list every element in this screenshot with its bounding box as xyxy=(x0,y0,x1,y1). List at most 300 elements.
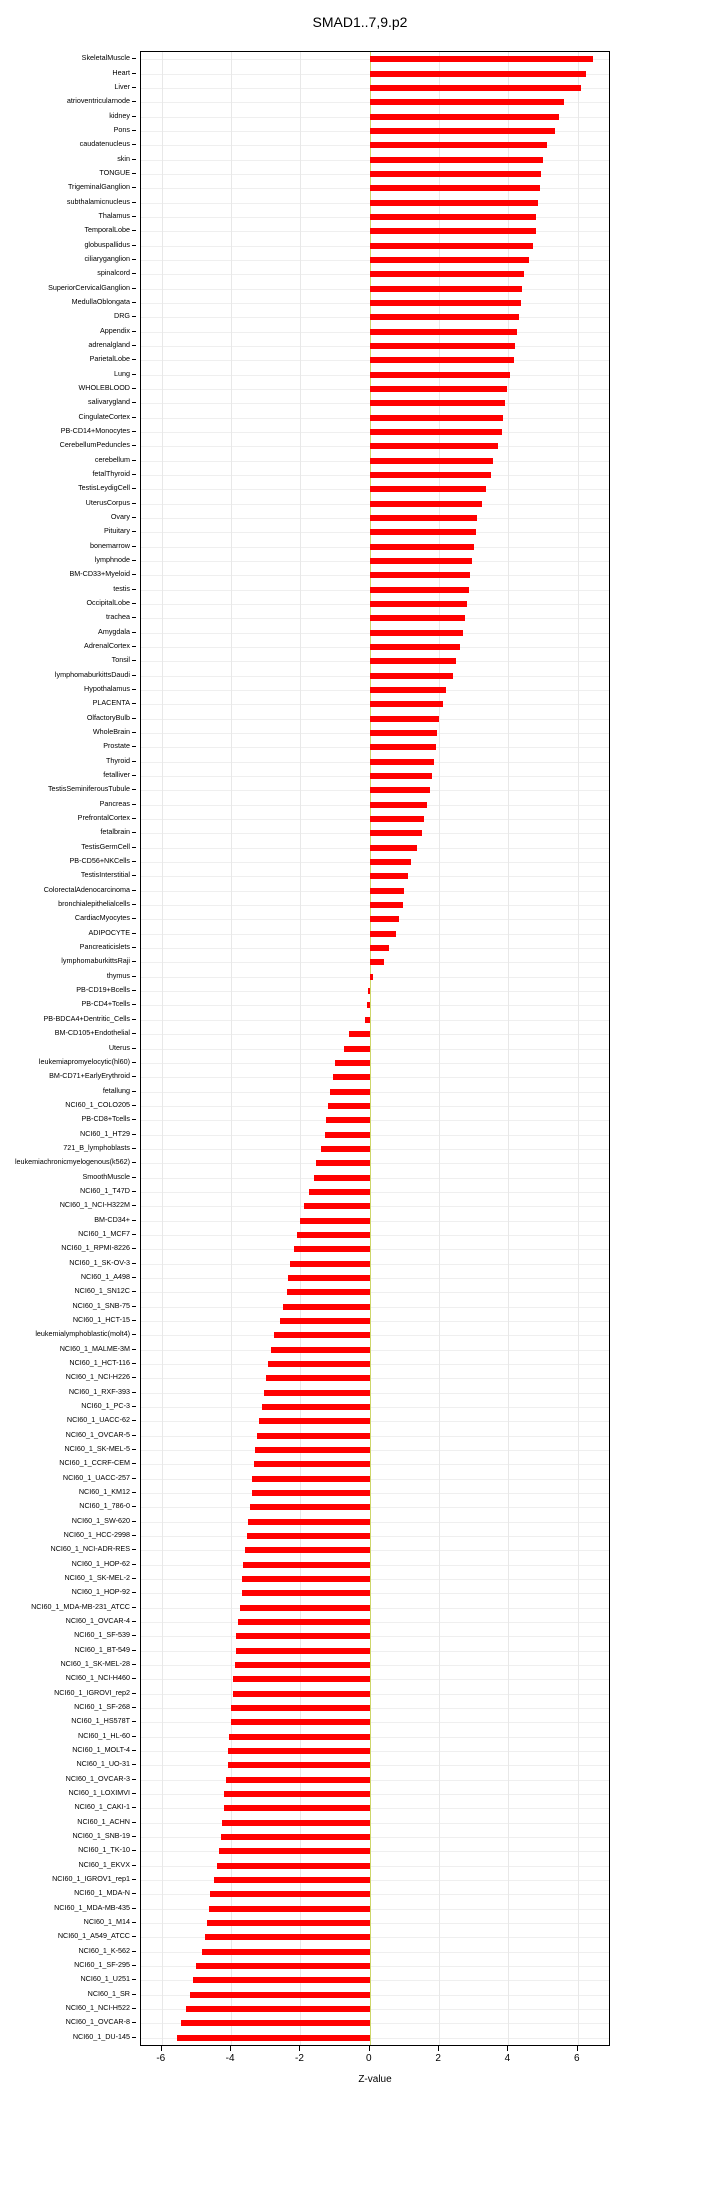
y-axis-tick xyxy=(132,660,136,661)
bar xyxy=(252,1490,370,1496)
y-axis-tick-label: spinalcord xyxy=(97,268,130,278)
y-axis-tick-label: NCI60_1_SK-MEL-28 xyxy=(60,1659,130,1669)
bar xyxy=(177,2035,369,2041)
y-axis-tick xyxy=(132,1263,136,1264)
y-axis-tick-label: TemporalLobe xyxy=(84,225,130,235)
y-axis-tick xyxy=(132,116,136,117)
y-axis-tick-label: UterusCorpus xyxy=(85,497,130,507)
y-axis-tick-label: AdrenalCortex xyxy=(84,641,130,651)
y-axis-tick-label: NCI60_1_NCI-H322M xyxy=(59,1200,130,1210)
bar xyxy=(370,945,389,951)
bar xyxy=(264,1390,370,1396)
y-axis-tick xyxy=(132,1750,136,1751)
y-axis-tick xyxy=(132,402,136,403)
bar xyxy=(370,372,510,378)
y-axis-tick-label: BM-CD33+Myeloid xyxy=(69,569,130,579)
bar xyxy=(370,802,427,808)
y-axis-tick xyxy=(132,546,136,547)
y-axis-tick-label: PB-CD4+Tcells xyxy=(81,999,130,1009)
bar xyxy=(207,1920,370,1926)
y-axis-tick xyxy=(132,1435,136,1436)
y-axis-tick xyxy=(132,374,136,375)
y-axis-tick xyxy=(132,1506,136,1507)
y-axis-tick-label: NCI60_1_SK-MEL-5 xyxy=(64,1443,130,1453)
y-axis-tick xyxy=(132,1650,136,1651)
y-axis-tick xyxy=(132,1463,136,1464)
bar xyxy=(274,1332,369,1338)
y-axis-tick-label: NCI60_1_A549_ATCC xyxy=(57,1931,130,1941)
plot-area xyxy=(140,51,610,2046)
y-axis-labels xyxy=(0,51,136,2046)
y-axis-tick xyxy=(132,245,136,246)
y-axis-tick-label: Amygdala xyxy=(98,626,130,636)
bar xyxy=(370,730,438,736)
y-axis-tick xyxy=(132,718,136,719)
bar xyxy=(252,1476,370,1482)
y-axis-tick xyxy=(132,1607,136,1608)
y-axis-tick-label: atrioventricularnode xyxy=(66,96,130,106)
y-axis-tick-label: PrefrontalCortex xyxy=(77,813,130,823)
bar xyxy=(226,1777,370,1783)
bar xyxy=(219,1848,370,1854)
bar xyxy=(370,873,408,879)
y-axis-tick xyxy=(132,288,136,289)
y-axis-tick xyxy=(132,331,136,332)
y-axis-tick xyxy=(132,1578,136,1579)
y-axis-tick xyxy=(132,1191,136,1192)
y-axis-tick xyxy=(132,990,136,991)
y-axis-tick-label: NCI60_1_MOLT-4 xyxy=(72,1745,130,1755)
y-axis-tick xyxy=(132,918,136,919)
bar xyxy=(209,1906,370,1912)
bar xyxy=(370,902,403,908)
x-axis-tick-label: -4 xyxy=(225,2053,235,2064)
y-axis-tick-label: NCI60_1_UACC-257 xyxy=(62,1472,130,1482)
y-axis-tick xyxy=(132,1291,136,1292)
bar xyxy=(370,185,540,191)
bar xyxy=(316,1160,370,1166)
bar xyxy=(245,1547,370,1553)
bar xyxy=(370,386,507,392)
x-axis-tick-label: -2 xyxy=(295,2053,304,2064)
y-axis-tick-label: WHOLEBLOOD xyxy=(78,382,130,392)
y-axis-tick-label: NCI60_1_SN12C xyxy=(74,1286,130,1296)
x-axis-tick-label: 0 xyxy=(366,2053,372,2064)
bar xyxy=(370,243,533,249)
bar xyxy=(370,415,503,421)
y-axis-tick xyxy=(132,1349,136,1350)
bar xyxy=(370,845,417,851)
y-axis-tick-label: Tonsil xyxy=(111,655,130,665)
x-axis-tick xyxy=(230,2046,231,2051)
bar xyxy=(370,458,493,464)
y-axis-tick-label: BM-CD71+EarlyErythroid xyxy=(49,1071,130,1081)
y-axis-tick-label: NCI60_1_K-562 xyxy=(78,1945,130,1955)
y-axis-tick-label: NCI60_1_MALME-3M xyxy=(59,1343,130,1353)
bar xyxy=(370,630,464,636)
bar xyxy=(370,544,474,550)
y-axis-tick-label: Liver xyxy=(114,81,130,91)
bar xyxy=(233,1691,370,1697)
y-axis-tick xyxy=(132,1908,136,1909)
bar xyxy=(370,529,476,535)
y-axis-tick-label: BM-CD105+Endothelial xyxy=(54,1028,130,1038)
y-axis-tick-label: NCI60_1_HL-60 xyxy=(78,1730,130,1740)
y-axis-tick xyxy=(132,1420,136,1421)
bar xyxy=(370,200,538,206)
y-axis-tick-label: NCI60_1_HT29 xyxy=(80,1128,130,1138)
y-axis-tick xyxy=(132,345,136,346)
y-axis-tick xyxy=(132,417,136,418)
bar xyxy=(370,658,457,664)
y-axis-tick xyxy=(132,1449,136,1450)
y-axis-tick-label: NCI60_1_SNB-75 xyxy=(72,1300,130,1310)
y-axis-tick-label: NCI60_1_SR xyxy=(87,1988,130,1998)
y-axis-tick-label: testis xyxy=(113,583,130,593)
y-axis-tick xyxy=(132,1793,136,1794)
y-axis-tick xyxy=(132,1678,136,1679)
y-axis-tick xyxy=(132,689,136,690)
y-axis-tick xyxy=(132,1836,136,1837)
bar xyxy=(370,515,477,521)
y-axis-tick-label: NCI60_1_HOP-92 xyxy=(71,1587,130,1597)
bar xyxy=(370,357,514,363)
bar xyxy=(370,644,460,650)
y-axis-tick xyxy=(132,1205,136,1206)
y-axis-tick xyxy=(132,617,136,618)
bar xyxy=(344,1046,370,1052)
y-axis-tick-label: 721_B_lymphoblasts xyxy=(63,1142,130,1152)
y-axis-tick-label: NCI60_1_CAKI-1 xyxy=(74,1802,130,1812)
x-axis-tick xyxy=(299,2046,300,2051)
y-axis-tick xyxy=(132,789,136,790)
bar xyxy=(243,1562,370,1568)
y-axis-tick xyxy=(132,1134,136,1135)
bar xyxy=(231,1719,370,1725)
bar xyxy=(370,759,434,765)
y-axis-tick-label: CingulateCortex xyxy=(78,411,130,421)
bar xyxy=(224,1791,370,1797)
y-axis-tick-label: NCI60_1_NCI-H226 xyxy=(65,1372,130,1382)
y-axis-tick xyxy=(132,1994,136,1995)
bar xyxy=(242,1576,370,1582)
y-axis-tick-label: NCI60_1_HS578T xyxy=(71,1716,130,1726)
bar xyxy=(370,71,587,77)
bar xyxy=(370,587,469,593)
y-axis-tick xyxy=(132,1521,136,1522)
bar xyxy=(236,1633,369,1639)
y-axis-tick xyxy=(132,1377,136,1378)
y-axis-tick-label: NCI60_1_ACHN xyxy=(77,1816,130,1826)
y-axis-tick-label: bonemarrow xyxy=(90,540,130,550)
y-axis-tick xyxy=(132,1392,136,1393)
bar xyxy=(370,300,521,306)
bar xyxy=(300,1218,369,1224)
y-axis-tick xyxy=(132,474,136,475)
bar xyxy=(240,1605,370,1611)
y-axis-tick-label: CardiacMyocytes xyxy=(74,913,130,923)
y-axis-tick-label: PLACENTA xyxy=(92,698,130,708)
y-axis-tick-label: NCI60_1_RPMI-8226 xyxy=(61,1243,130,1253)
bar xyxy=(309,1189,370,1195)
y-axis-tick-label: Ovary xyxy=(110,511,130,521)
y-axis-tick xyxy=(132,1535,136,1536)
y-axis-tick-label: NCI60_1_EKVX xyxy=(78,1859,130,1869)
y-axis-tick-label: NCI60_1_OVCAR-8 xyxy=(65,2017,130,2027)
bar xyxy=(370,888,405,894)
bar xyxy=(370,687,446,693)
y-axis-tick-label: Prostate xyxy=(103,741,130,751)
y-axis-tick-label: PB-BDCA4+Dentritic_Cells xyxy=(43,1013,130,1023)
bar xyxy=(370,773,432,779)
bar xyxy=(235,1662,370,1668)
bar xyxy=(370,859,412,865)
y-axis-tick-label: NCI60_1_U251 xyxy=(80,1974,130,1984)
y-axis-tick-label: NCI60_1_CCRF-CEM xyxy=(59,1458,130,1468)
y-axis-tick xyxy=(132,1922,136,1923)
bar xyxy=(297,1232,370,1238)
y-axis-tick xyxy=(132,904,136,905)
y-axis-tick xyxy=(132,1879,136,1880)
bar xyxy=(283,1304,370,1310)
bar xyxy=(370,171,542,177)
y-axis-tick-label: NCI60_1_OVCAR-5 xyxy=(65,1429,130,1439)
y-axis-tick xyxy=(132,316,136,317)
y-axis-tick xyxy=(132,2037,136,2038)
bar xyxy=(271,1347,370,1353)
y-axis-tick-label: NCI60_1_MCF7 xyxy=(78,1228,130,1238)
y-axis-tick xyxy=(132,173,136,174)
y-axis-tick-label: NCI60_1_UO-31 xyxy=(76,1759,130,1769)
y-axis-tick-label: globuspallidus xyxy=(84,239,130,249)
bar xyxy=(370,931,396,937)
bar xyxy=(221,1834,370,1840)
bar xyxy=(231,1705,370,1711)
bar xyxy=(210,1891,369,1897)
bar xyxy=(370,558,472,564)
x-axis-tick xyxy=(438,2046,439,2051)
y-axis-tick xyxy=(132,159,136,160)
y-axis-tick-label: lymphnode xyxy=(94,555,130,564)
bar xyxy=(222,1820,369,1826)
bar xyxy=(370,716,439,722)
y-axis-tick xyxy=(132,732,136,733)
y-axis-tick xyxy=(132,1979,136,1980)
y-axis-tick-label: Pancreas xyxy=(99,798,130,808)
y-axis-tick-label: ParietalLobe xyxy=(89,354,130,364)
y-axis-tick-label: lymphomaburkittsRaji xyxy=(61,956,130,966)
bar xyxy=(370,701,443,707)
y-axis-tick xyxy=(132,302,136,303)
bar xyxy=(370,128,555,134)
y-axis-tick-label: NCI60_1_HOP-62 xyxy=(71,1558,130,1568)
bar xyxy=(370,85,581,91)
y-axis-tick xyxy=(132,1091,136,1092)
bar xyxy=(202,1949,370,1955)
y-axis-tick-label: TestisSeminiferousTubule xyxy=(47,784,130,794)
y-axis-tick xyxy=(132,187,136,188)
y-axis-tick xyxy=(132,1592,136,1593)
y-axis-tick xyxy=(132,875,136,876)
y-axis-tick-label: NCI60_1_HCT-15 xyxy=(72,1314,130,1324)
bar xyxy=(370,429,502,435)
y-axis-tick xyxy=(132,1635,136,1636)
y-axis-tick-label: leukemiachronicmyelogenous(k562) xyxy=(14,1157,130,1167)
y-axis-tick-label: NCI60_1_SF-539 xyxy=(74,1630,130,1640)
y-axis-tick-label: NCI60_1_A498 xyxy=(80,1271,130,1281)
y-axis-tick-label: OlfactoryBulb xyxy=(86,712,130,722)
bar xyxy=(248,1519,369,1525)
bar xyxy=(370,501,483,507)
y-axis-tick-label: fetalbrain xyxy=(100,827,130,837)
bar xyxy=(370,830,422,836)
y-axis-tick xyxy=(132,73,136,74)
y-axis-tick xyxy=(132,818,136,819)
y-axis-tick xyxy=(132,947,136,948)
y-axis-tick xyxy=(132,445,136,446)
y-axis-tick xyxy=(132,1062,136,1063)
y-axis-tick xyxy=(132,2022,136,2023)
bar xyxy=(304,1203,370,1209)
bar xyxy=(242,1590,370,1596)
bars-layer xyxy=(141,52,609,2045)
bar xyxy=(259,1418,370,1424)
y-axis-tick-label: NCI60_1_SF-268 xyxy=(74,1702,130,1712)
y-axis-tick xyxy=(132,130,136,131)
y-axis-tick-label: MedullaOblongata xyxy=(71,296,130,306)
y-axis-tick-label: NCI60_1_NCI-ADR-RES xyxy=(50,1544,130,1554)
y-axis-tick xyxy=(132,1019,136,1020)
y-axis-tick-label: NCI60_1_SW-620 xyxy=(71,1515,130,1525)
x-axis-tick-label: -6 xyxy=(156,2053,166,2064)
y-axis-tick-label: bronchialepithelialcells xyxy=(58,899,130,909)
y-axis-tick xyxy=(132,1707,136,1708)
y-axis-tick xyxy=(132,1363,136,1364)
y-axis-tick-label: CerebellumPeduncles xyxy=(59,440,130,450)
y-axis-tick xyxy=(132,847,136,848)
y-axis-tick-label: cerebellum xyxy=(94,454,130,464)
y-axis-tick xyxy=(132,202,136,203)
y-axis-tick-label: lymphomaburkittsDaudi xyxy=(54,669,130,679)
y-axis-tick-label: ADIPOCYTE xyxy=(88,927,130,937)
y-axis-tick-label: trachea xyxy=(106,612,130,622)
y-axis-tick xyxy=(132,517,136,518)
y-axis-tick-label: fetalliver xyxy=(103,770,130,780)
bar xyxy=(370,114,559,120)
bar xyxy=(328,1103,370,1109)
y-axis-tick xyxy=(132,1779,136,1780)
y-axis-tick-label: NCI60_1_IGROV1_rep1 xyxy=(52,1874,130,1884)
bar xyxy=(370,228,536,234)
y-axis-tick xyxy=(132,1248,136,1249)
bar xyxy=(370,329,517,335)
y-axis-tick-label: NCI60_1_786-0 xyxy=(79,1501,130,1511)
bar xyxy=(368,988,370,994)
y-axis-tick xyxy=(132,1822,136,1823)
bar xyxy=(193,1977,370,1983)
bar xyxy=(370,916,399,922)
bar xyxy=(370,615,465,621)
y-axis-tick xyxy=(132,1162,136,1163)
y-axis-tick xyxy=(132,101,136,102)
y-axis-tick-label: NCI60_1_SK-MEL-2 xyxy=(64,1573,130,1582)
y-axis-tick xyxy=(132,1621,136,1622)
bar xyxy=(214,1877,370,1883)
bar xyxy=(370,214,536,220)
y-axis-tick-label: TrigeminalGanglion xyxy=(67,182,130,192)
bar xyxy=(370,257,529,263)
y-axis-tick-label: NCI60_1_RXF-393 xyxy=(68,1386,130,1396)
y-axis-tick xyxy=(132,230,136,231)
y-axis-tick-label: kidney xyxy=(109,110,130,120)
y-axis-tick xyxy=(132,746,136,747)
bar xyxy=(254,1461,370,1467)
y-axis-tick xyxy=(132,488,136,489)
y-axis-tick-label: NCI60_1_DU-145 xyxy=(72,2031,130,2041)
y-axis-tick xyxy=(132,832,136,833)
bar xyxy=(190,1992,370,1998)
x-axis-title: Z-value xyxy=(358,2074,392,2085)
bar xyxy=(290,1261,370,1267)
bar xyxy=(335,1060,370,1066)
bar xyxy=(247,1533,370,1539)
y-axis-tick-label: NCI60_1_MDA-N xyxy=(74,1888,130,1898)
y-axis-tick xyxy=(132,1105,136,1106)
bar xyxy=(370,974,373,980)
y-axis-tick-label: Lung xyxy=(114,368,130,378)
y-axis-tick xyxy=(132,761,136,762)
bar xyxy=(196,1963,369,1969)
bar xyxy=(370,314,519,320)
y-axis-tick xyxy=(132,431,136,432)
y-axis-tick xyxy=(132,1664,136,1665)
y-axis-tick-label: NCI60_1_UACC-62 xyxy=(66,1415,130,1425)
bar xyxy=(314,1175,369,1181)
y-axis-tick xyxy=(132,775,136,776)
bar xyxy=(370,787,431,793)
bar xyxy=(370,157,543,163)
y-axis-tick-label: SmoothMuscle xyxy=(82,1171,130,1181)
y-axis-tick xyxy=(132,273,136,274)
y-axis-tick-label: SkeletalMuscle xyxy=(81,53,130,63)
bar xyxy=(255,1447,369,1453)
y-axis-tick-label: Thyroid xyxy=(106,755,130,765)
y-axis-tick-label: NCI60_1_NCI-H460 xyxy=(65,1673,130,1683)
y-axis-tick-label: NCI60_1_T47D xyxy=(80,1185,130,1195)
y-axis-tick xyxy=(132,1048,136,1049)
y-axis-tick xyxy=(132,503,136,504)
y-axis-tick-label: ciliaryganglion xyxy=(84,253,130,263)
y-axis-tick-label: NCI60_1_LOXIMVI xyxy=(68,1788,130,1798)
y-axis-tick xyxy=(132,890,136,891)
y-axis-tick xyxy=(132,589,136,590)
y-axis-tick xyxy=(132,87,136,88)
y-axis-tick-label: Uterus xyxy=(108,1042,130,1052)
y-axis-tick-label: Thalamus xyxy=(98,210,130,220)
bar xyxy=(288,1275,369,1281)
y-axis-tick-label: NCI60_1_BT-549 xyxy=(74,1644,130,1654)
bar xyxy=(268,1361,370,1367)
y-axis-tick xyxy=(132,632,136,633)
y-axis-tick-label: Pancreaticislets xyxy=(79,942,130,952)
y-axis-tick-label: SuperiorCervicalGanglion xyxy=(48,282,130,292)
y-axis-tick xyxy=(132,603,136,604)
y-axis-tick xyxy=(132,804,136,805)
bar xyxy=(370,959,384,965)
y-axis-tick-label: subthalamicnucleus xyxy=(66,196,130,206)
y-axis-tick xyxy=(132,1277,136,1278)
y-axis-tick-label: NCI60_1_KM12 xyxy=(78,1486,130,1496)
